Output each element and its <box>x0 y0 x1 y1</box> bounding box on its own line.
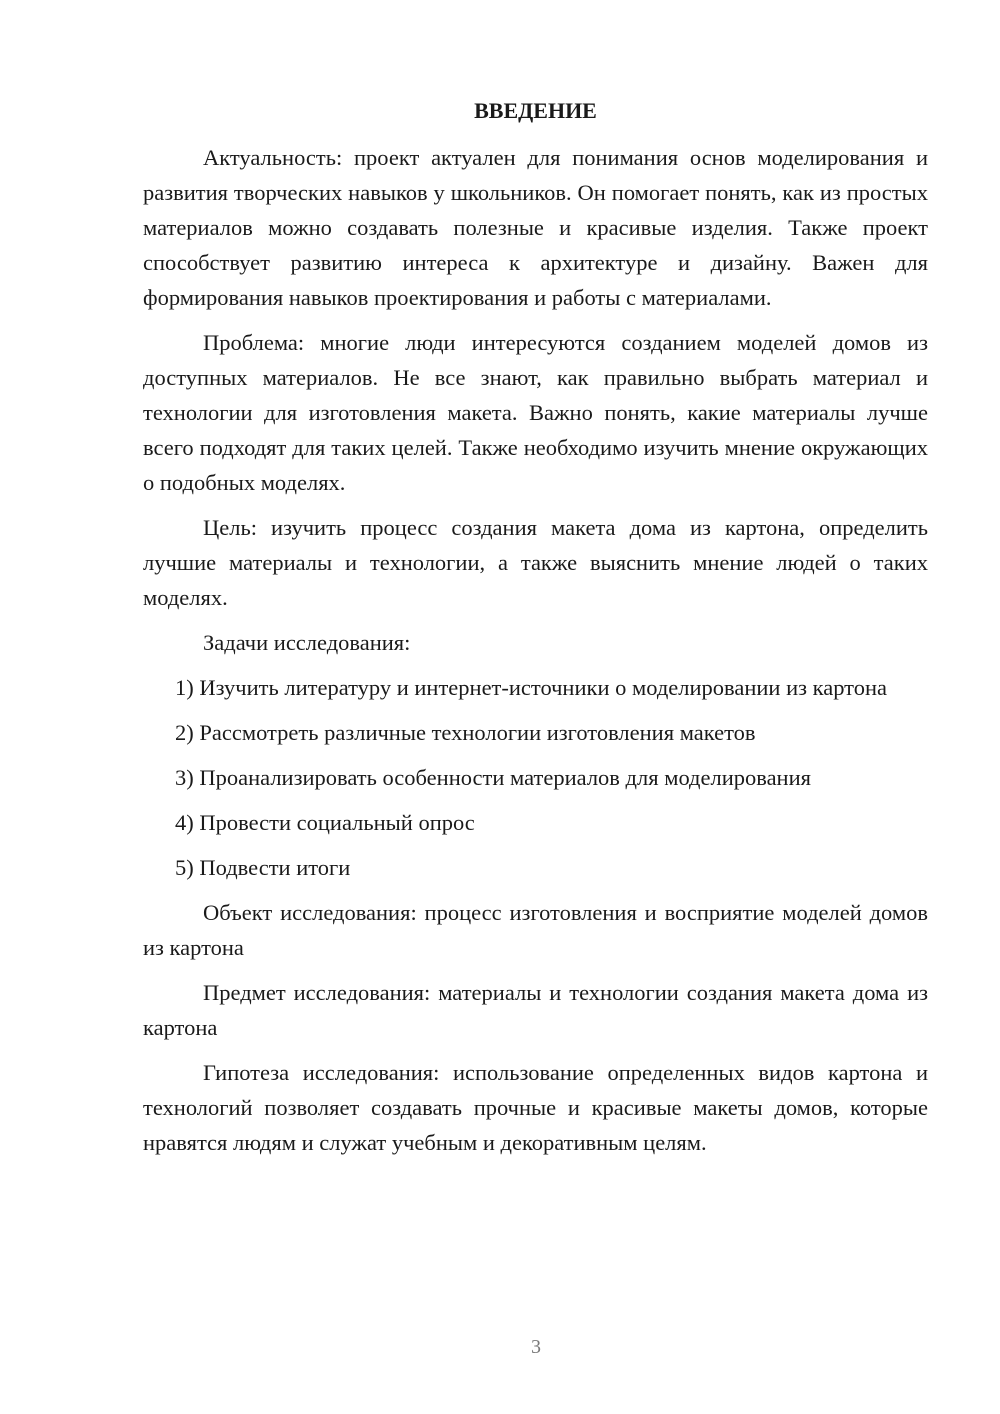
document-body <box>143 96 928 1160</box>
tasks-heading: Задачи исследования: <box>203 630 411 655</box>
page-number: 3 <box>531 1336 541 1358</box>
task-item-3: 3) Проанализировать особенности материалов для моделирования <box>175 765 811 790</box>
relevance-paragraph: Актуальность: проект актуален для понимания основ моделирования и развития творческих навыков у школьников. Он помогает понять, как из простых материалов можно создавать полезные и красивые изделия. Также проект способствует развитию интереса к архитектуре и дизайну. Важен для формирования навыков проектирования и работы с материалами. <box>143 145 928 310</box>
object-paragraph: Объект исследования: процесс изготовления и восприятие моделей домов из картона <box>143 900 928 960</box>
task-item-5: 5) Подвести итоги <box>175 855 351 880</box>
subject-paragraph: Предмет исследования: материалы и технологии создания макета дома из картона <box>143 980 928 1040</box>
problem-paragraph: Проблема: многие люди интересуются созданием моделей домов из доступных материалов. Не все знают, как правильно выбрать материал и технологии для изготовления макета. Важно понять, какие материалы лучше всего подходят для таких целей. Также необходимо изучить мнение окружающих о подобных моделях. <box>143 330 928 495</box>
task-item-1: 1) Изучить литературу и интернет-источники о моделировании из картона <box>175 675 887 700</box>
goal-paragraph: Цель: изучить процесс создания макета дома из картона, определить лучшие материалы и технологии, а также выяснить мнение людей о таких моделях. <box>143 515 928 610</box>
hypothesis-paragraph: Гипотеза исследования: использование определенных видов картона и технологий позволяет создавать прочные и красивые макеты домов, которые нравятся людям и служат учебным и декоративным целям. <box>143 1060 928 1155</box>
task-item-4: 4) Провести социальный опрос <box>175 810 475 835</box>
task-item-2: 2) Рассмотреть различные технологии изготовления макетов <box>175 720 756 745</box>
page-title: ВВЕДЕНИЕ <box>474 98 597 123</box>
